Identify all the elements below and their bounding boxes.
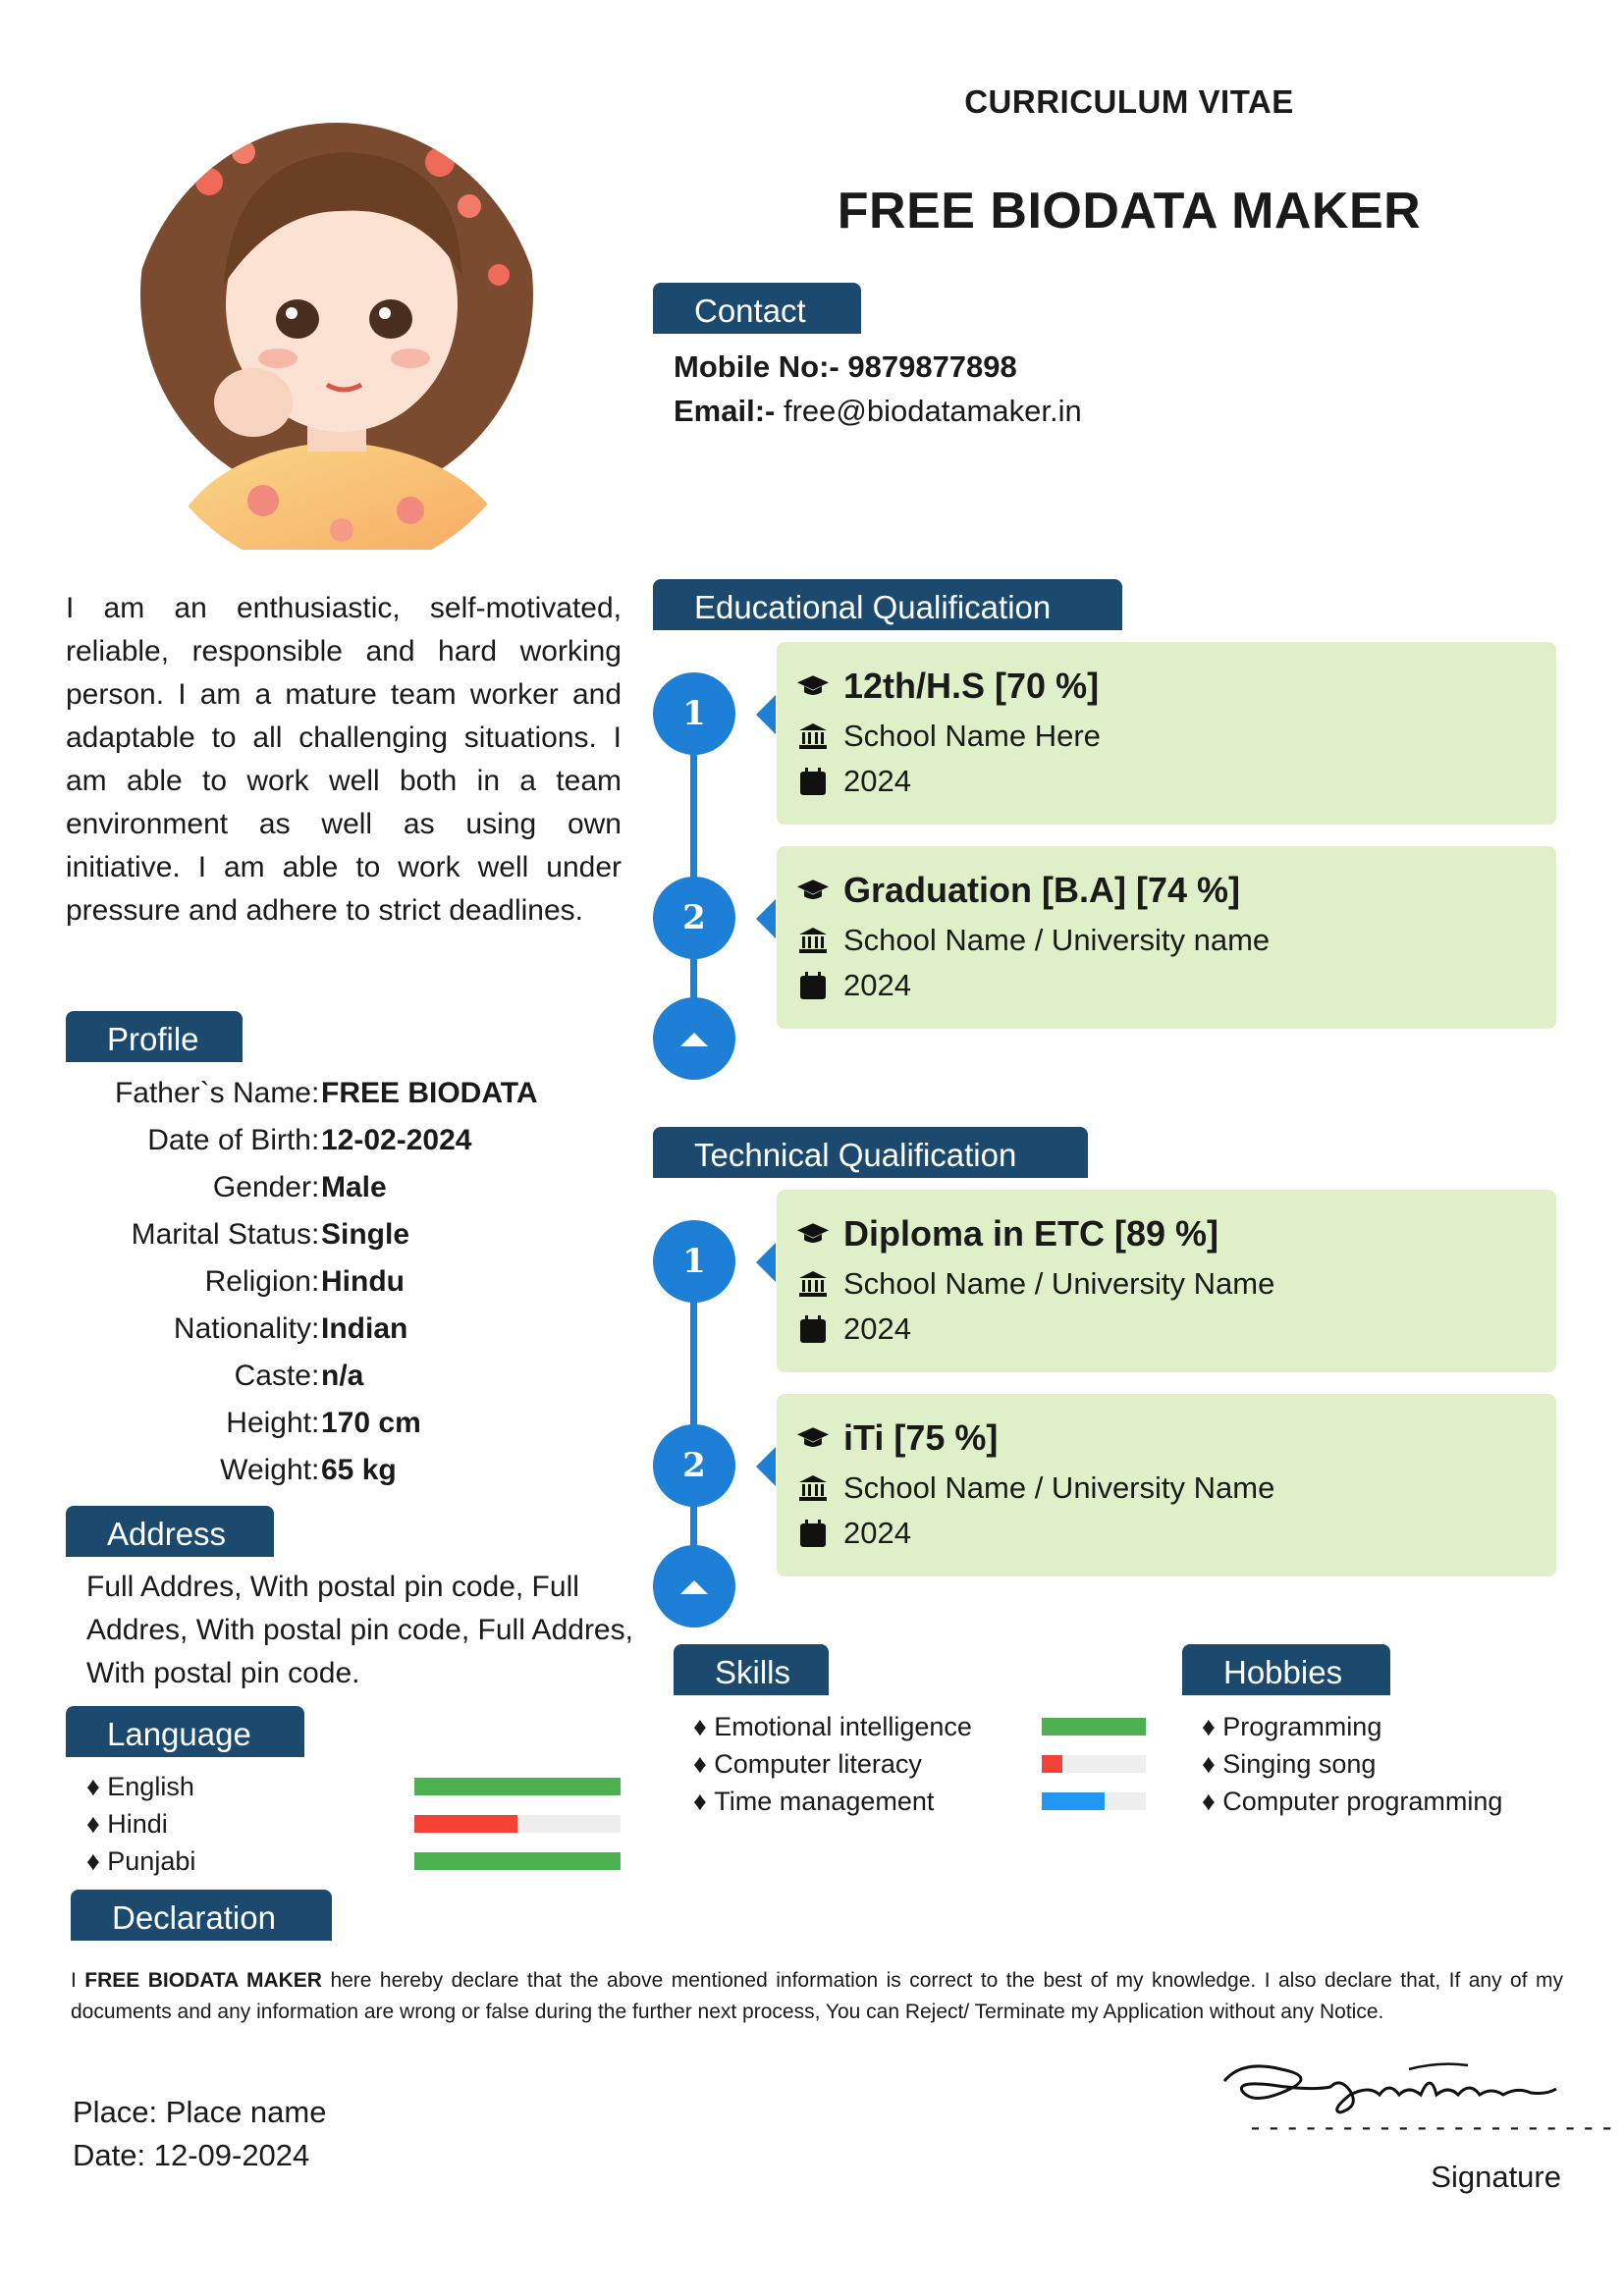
education-card	[777, 642, 1556, 825]
timeline-end	[653, 1545, 735, 1628]
school-line: School Name / University name	[796, 923, 1270, 958]
language-tab-line	[66, 1754, 304, 1757]
hobbies-list	[1202, 1708, 1502, 1820]
language-bar	[414, 1815, 621, 1833]
education-tab: Educational Qualification	[653, 579, 1122, 630]
profile-key: Weight	[220, 1454, 311, 1486]
card-pointer	[756, 1243, 776, 1282]
technical-timeline-line	[690, 1260, 697, 1584]
signature-label: Signature	[1431, 2160, 1561, 2194]
skills-tab: Skills	[674, 1644, 829, 1695]
card-pointer	[756, 899, 776, 938]
timeline-end	[653, 997, 735, 1080]
profile-tab-line	[66, 1059, 243, 1062]
profile-value: Single	[321, 1218, 410, 1251]
profile-key: Father`s Name	[114, 1077, 311, 1109]
mobile-label: Mobile No:-	[674, 349, 848, 384]
profile-value: Hindu	[321, 1265, 405, 1298]
place-text: Place: Place name	[73, 2095, 327, 2129]
timeline-step-2: 2	[653, 877, 735, 959]
skill-bar-fill	[1042, 1755, 1062, 1773]
technical-card	[777, 1190, 1556, 1372]
school-line: School Name / University Name	[796, 1470, 1274, 1506]
graduation-cap-icon	[796, 1221, 830, 1247]
email-value: free@biodatamaker.in	[783, 394, 1082, 428]
language-bar-fill	[414, 1778, 621, 1795]
language-item: ♦ Punjabi	[86, 1845, 196, 1876]
hobby-item: ♦ Singing song	[1202, 1749, 1377, 1779]
language-name: English	[107, 1771, 194, 1801]
cv-label: CURRICULUM VITAE	[964, 83, 1294, 120]
portrait-illustration-icon	[116, 39, 558, 550]
skill-bar	[1042, 1718, 1146, 1735]
profile-row: Gender : Male	[66, 1164, 655, 1211]
language-bar-fill	[414, 1852, 621, 1870]
year-line: 2024	[796, 764, 911, 799]
signature-line: --------------------	[1247, 2110, 1618, 2143]
qualification-title: iTi [75 %]	[796, 1417, 998, 1459]
institution-icon	[796, 927, 830, 954]
profile-row: Weight : 65 kg	[66, 1447, 655, 1494]
profile-row: Religion : Hindu	[66, 1258, 655, 1306]
profile-row: Father`s Name : FREE BIODATA	[66, 1070, 655, 1117]
timeline-step-1: 1	[653, 1220, 735, 1303]
profile-key: Height	[226, 1407, 311, 1439]
contact-tab-line	[653, 331, 861, 334]
profile-key: Caste	[234, 1360, 311, 1392]
date-text: Date: 12-09-2024	[73, 2138, 310, 2172]
language-name: Hindi	[107, 1808, 168, 1839]
skill-item: ♦ Emotional intelligence	[693, 1712, 972, 1741]
address-text: Full Addres, With postal pin code, Full Addres, With postal pin code, Full Addres, With postal pin code.	[86, 1571, 633, 1689]
contact-tab: Contact	[653, 283, 861, 334]
email-label: Email:-	[674, 394, 784, 428]
language-bar	[414, 1778, 621, 1795]
profile-row: Nationality : Indian	[66, 1306, 655, 1353]
graduation-cap-icon	[796, 1425, 830, 1451]
profile-key: Date of Birth	[147, 1124, 311, 1156]
graduation-cap-icon	[796, 878, 830, 903]
skill-item: ♦ Time management	[693, 1787, 935, 1816]
calendar-icon	[796, 1519, 830, 1548]
profile-value: Indian	[321, 1312, 408, 1345]
calendar-icon	[796, 767, 830, 796]
qualification-title: 12th/H.S [70 %]	[796, 666, 1099, 707]
profile-value: n/a	[321, 1360, 364, 1392]
qualification-title: Graduation [B.A] [74 %]	[796, 870, 1240, 911]
qualification-title: Diploma in ETC [89 %]	[796, 1213, 1218, 1255]
institution-icon	[796, 1474, 830, 1502]
language-tab: Language	[66, 1706, 304, 1757]
school-line: School Name Here	[796, 719, 1101, 754]
technical-tab: Technical Qualification	[653, 1127, 1088, 1178]
profile-tab: Profile	[66, 1011, 243, 1062]
timeline-step-1: 1	[653, 672, 735, 755]
declaration-tab-line	[71, 1938, 332, 1941]
education-tab-line	[653, 627, 1122, 630]
language-item: ♦ Hindi	[86, 1808, 168, 1839]
declarant-name: FREE BIODATA MAKER	[84, 1969, 322, 1992]
technical-tab-line	[653, 1175, 1088, 1178]
profile-value: 170 cm	[321, 1407, 421, 1439]
language-bar-fill	[414, 1815, 517, 1833]
declaration-text: I FREE BIODATA MAKER here hereby declare that the above mentioned information is correct to the best of my knowledge. I also declare that, If any of my documents and any information are wrong or false during the further next process, You can Reject/ Terminate my Application without any Notice.	[71, 1969, 1564, 2023]
institution-icon	[796, 1270, 830, 1298]
skill-item: ♦ Computer literacy	[693, 1749, 922, 1779]
calendar-icon	[796, 1314, 830, 1344]
language-item: ♦ English	[86, 1771, 194, 1801]
place-date	[73, 2091, 326, 2177]
profile-key: Religion	[204, 1265, 311, 1298]
timeline-step-2: 2	[653, 1424, 735, 1507]
skill-bar	[1042, 1755, 1146, 1773]
caret-up-icon	[677, 1029, 711, 1048]
profile-key: Nationality	[173, 1312, 311, 1345]
profile-key: Gender	[212, 1171, 311, 1203]
caret-up-icon	[677, 1576, 711, 1596]
year-line: 2024	[796, 968, 911, 1003]
profile-row: Marital Status : Single	[66, 1211, 655, 1258]
profile-key: Marital Status	[131, 1218, 311, 1251]
profile-row: Caste : n/a	[66, 1353, 655, 1400]
hobbies-tab-line	[1182, 1692, 1390, 1695]
profile-value: FREE BIODATA	[321, 1077, 538, 1109]
graduation-cap-icon	[796, 673, 830, 699]
profile-value: 12-02-2024	[321, 1124, 472, 1156]
language-bar	[414, 1852, 621, 1870]
skill-bar-fill	[1042, 1792, 1105, 1810]
address-tab-line	[66, 1554, 274, 1557]
institution-icon	[796, 722, 830, 750]
hobby-item: ♦ Computer programming	[1202, 1787, 1503, 1816]
about-text: I am an enthusiastic, self-motivated, reliable, responsible and hard working person. I am a mature team worker and adaptable to all challenging situations. I am able to work well both in a team environment as well as using own initiative. I am able to work well under pressure and adhere to strict deadlines.	[66, 592, 622, 927]
technical-card	[777, 1394, 1556, 1576]
profile-photo	[116, 39, 558, 550]
profile-table	[66, 1070, 655, 1494]
contact-email	[674, 394, 1082, 429]
profile-value: 65 kg	[321, 1454, 397, 1486]
mobile-value: 9879877898	[847, 349, 1017, 384]
profile-value: Male	[321, 1171, 387, 1203]
skills-list	[693, 1708, 972, 1820]
calendar-icon	[796, 971, 830, 1000]
hobby-item: ♦ Programming	[1202, 1712, 1382, 1741]
profile-row: Height : 170 cm	[66, 1400, 655, 1447]
skill-bar	[1042, 1792, 1146, 1810]
education-card	[777, 846, 1556, 1029]
year-line: 2024	[796, 1311, 911, 1347]
hobbies-tab: Hobbies	[1182, 1644, 1390, 1695]
contact-mobile	[674, 349, 1017, 385]
skills-tab-line	[674, 1692, 829, 1695]
declaration-tab: Declaration	[71, 1890, 332, 1941]
profile-row: Date of Birth : 12-02-2024	[66, 1117, 655, 1164]
card-pointer	[756, 1447, 776, 1486]
skill-bar-fill	[1042, 1718, 1146, 1735]
year-line: 2024	[796, 1516, 911, 1551]
address-tab: Address	[66, 1506, 274, 1557]
school-line: School Name / University Name	[796, 1266, 1274, 1302]
card-pointer	[756, 695, 776, 734]
education-timeline-line	[690, 713, 697, 1037]
language-name: Punjabi	[107, 1845, 196, 1876]
page-title: FREE BIODATA MAKER	[837, 183, 1422, 240]
